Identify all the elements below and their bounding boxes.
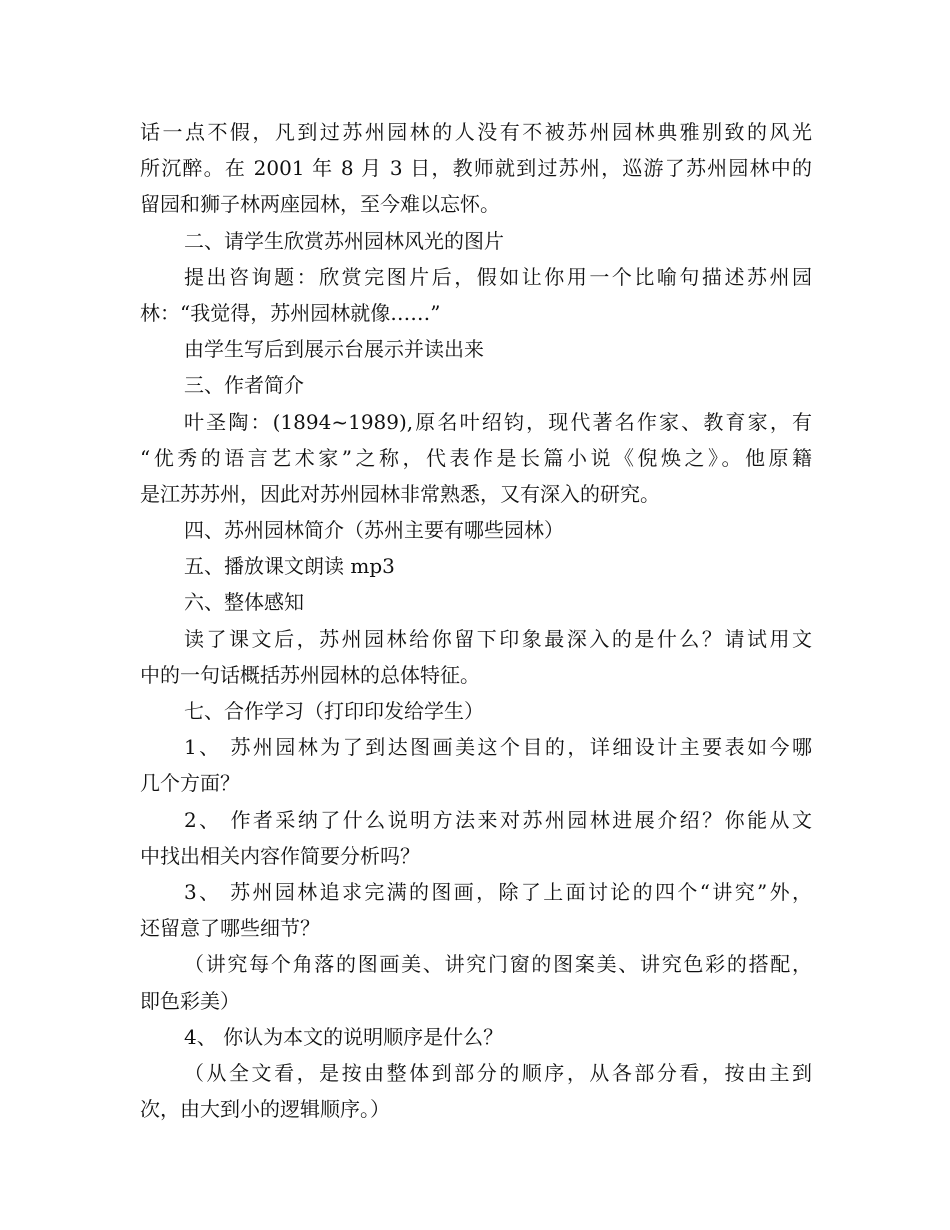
text-line: 还留意了哪些细节？ <box>140 916 320 941</box>
text-line: （从全文看，是按由整体到部分的顺序，从各部分看，按由主到 <box>184 1060 812 1085</box>
text-line: 留园和狮子林两座园林，至今难以忘怀。 <box>140 192 500 217</box>
text-line: 中的一句话概括苏州园林的总体特征。 <box>140 662 480 687</box>
text-line: （讲究每个角落的图画美、讲究门窗的图案美、讲究色彩的搭配， <box>184 952 812 977</box>
text-line: 所沉醉。在 2001 年 8 月 3 日，教师就到过苏州，巡游了苏州园林中的 <box>140 156 812 181</box>
text-line: 1、 苏州园林为了到达图画美这个目的，详细设计主要表如今哪 <box>184 735 812 760</box>
text-line: 七、合作学习（打印印发给学生） <box>184 699 484 723</box>
text-line: 读了课文后，苏州园林给你留下印象最深入的是什么？请试用文 <box>184 626 812 651</box>
text-line: 三、作者简介 <box>184 373 304 398</box>
text-line: 话一点不假，凡到过苏州园林的人没有不被苏州园林典雅别致的风光 <box>140 120 812 144</box>
text-line: “优秀的语言艺术家”之称，代表作是长篇小说《倪焕之》。他原籍 <box>140 445 812 470</box>
text-line: 即色彩美） <box>140 988 240 1013</box>
text-line: 六、整体感知 <box>184 590 304 615</box>
text-line: 次，由大到小的逻辑顺序。） <box>140 1097 390 1122</box>
text-line: 叶圣陶：(1894~1989),原名叶绍钧，现代著名作家、教育家，有 <box>184 409 812 434</box>
text-line: 2、 作者采纳了什么说明方法来对苏州园林进展介绍？你能从文 <box>184 807 812 832</box>
text-line: 中找出相关内容作简要分析吗？ <box>140 843 420 868</box>
text-line: 由学生写后到展示台展示并读出来 <box>184 337 484 362</box>
text-line: 提出咨询题：欣赏完图片后，假如让你用一个比喻句描述苏州园 <box>184 264 812 289</box>
text-line: 4、 你认为本文的说明顺序是什么？ <box>184 1024 504 1049</box>
text-line: 林：“我觉得，苏州园林就像……” <box>140 300 441 325</box>
text-line: 二、请学生欣赏苏州园林风光的图片 <box>184 228 504 253</box>
text-line: 五、播放课文朗读 mp3 <box>184 554 395 579</box>
text-line: 四、苏州园林简介（苏州主要有哪些园林） <box>184 518 564 543</box>
document-body <box>140 114 812 1127</box>
text-line: 是江苏苏州，因此对苏州园林非常熟悉，又有深入的研究。 <box>140 481 660 506</box>
text-line: 3、 苏州园林追求完满的图画，除了上面讨论的四个“讲究”外， <box>184 879 812 904</box>
text-line: 几个方面？ <box>140 771 240 796</box>
